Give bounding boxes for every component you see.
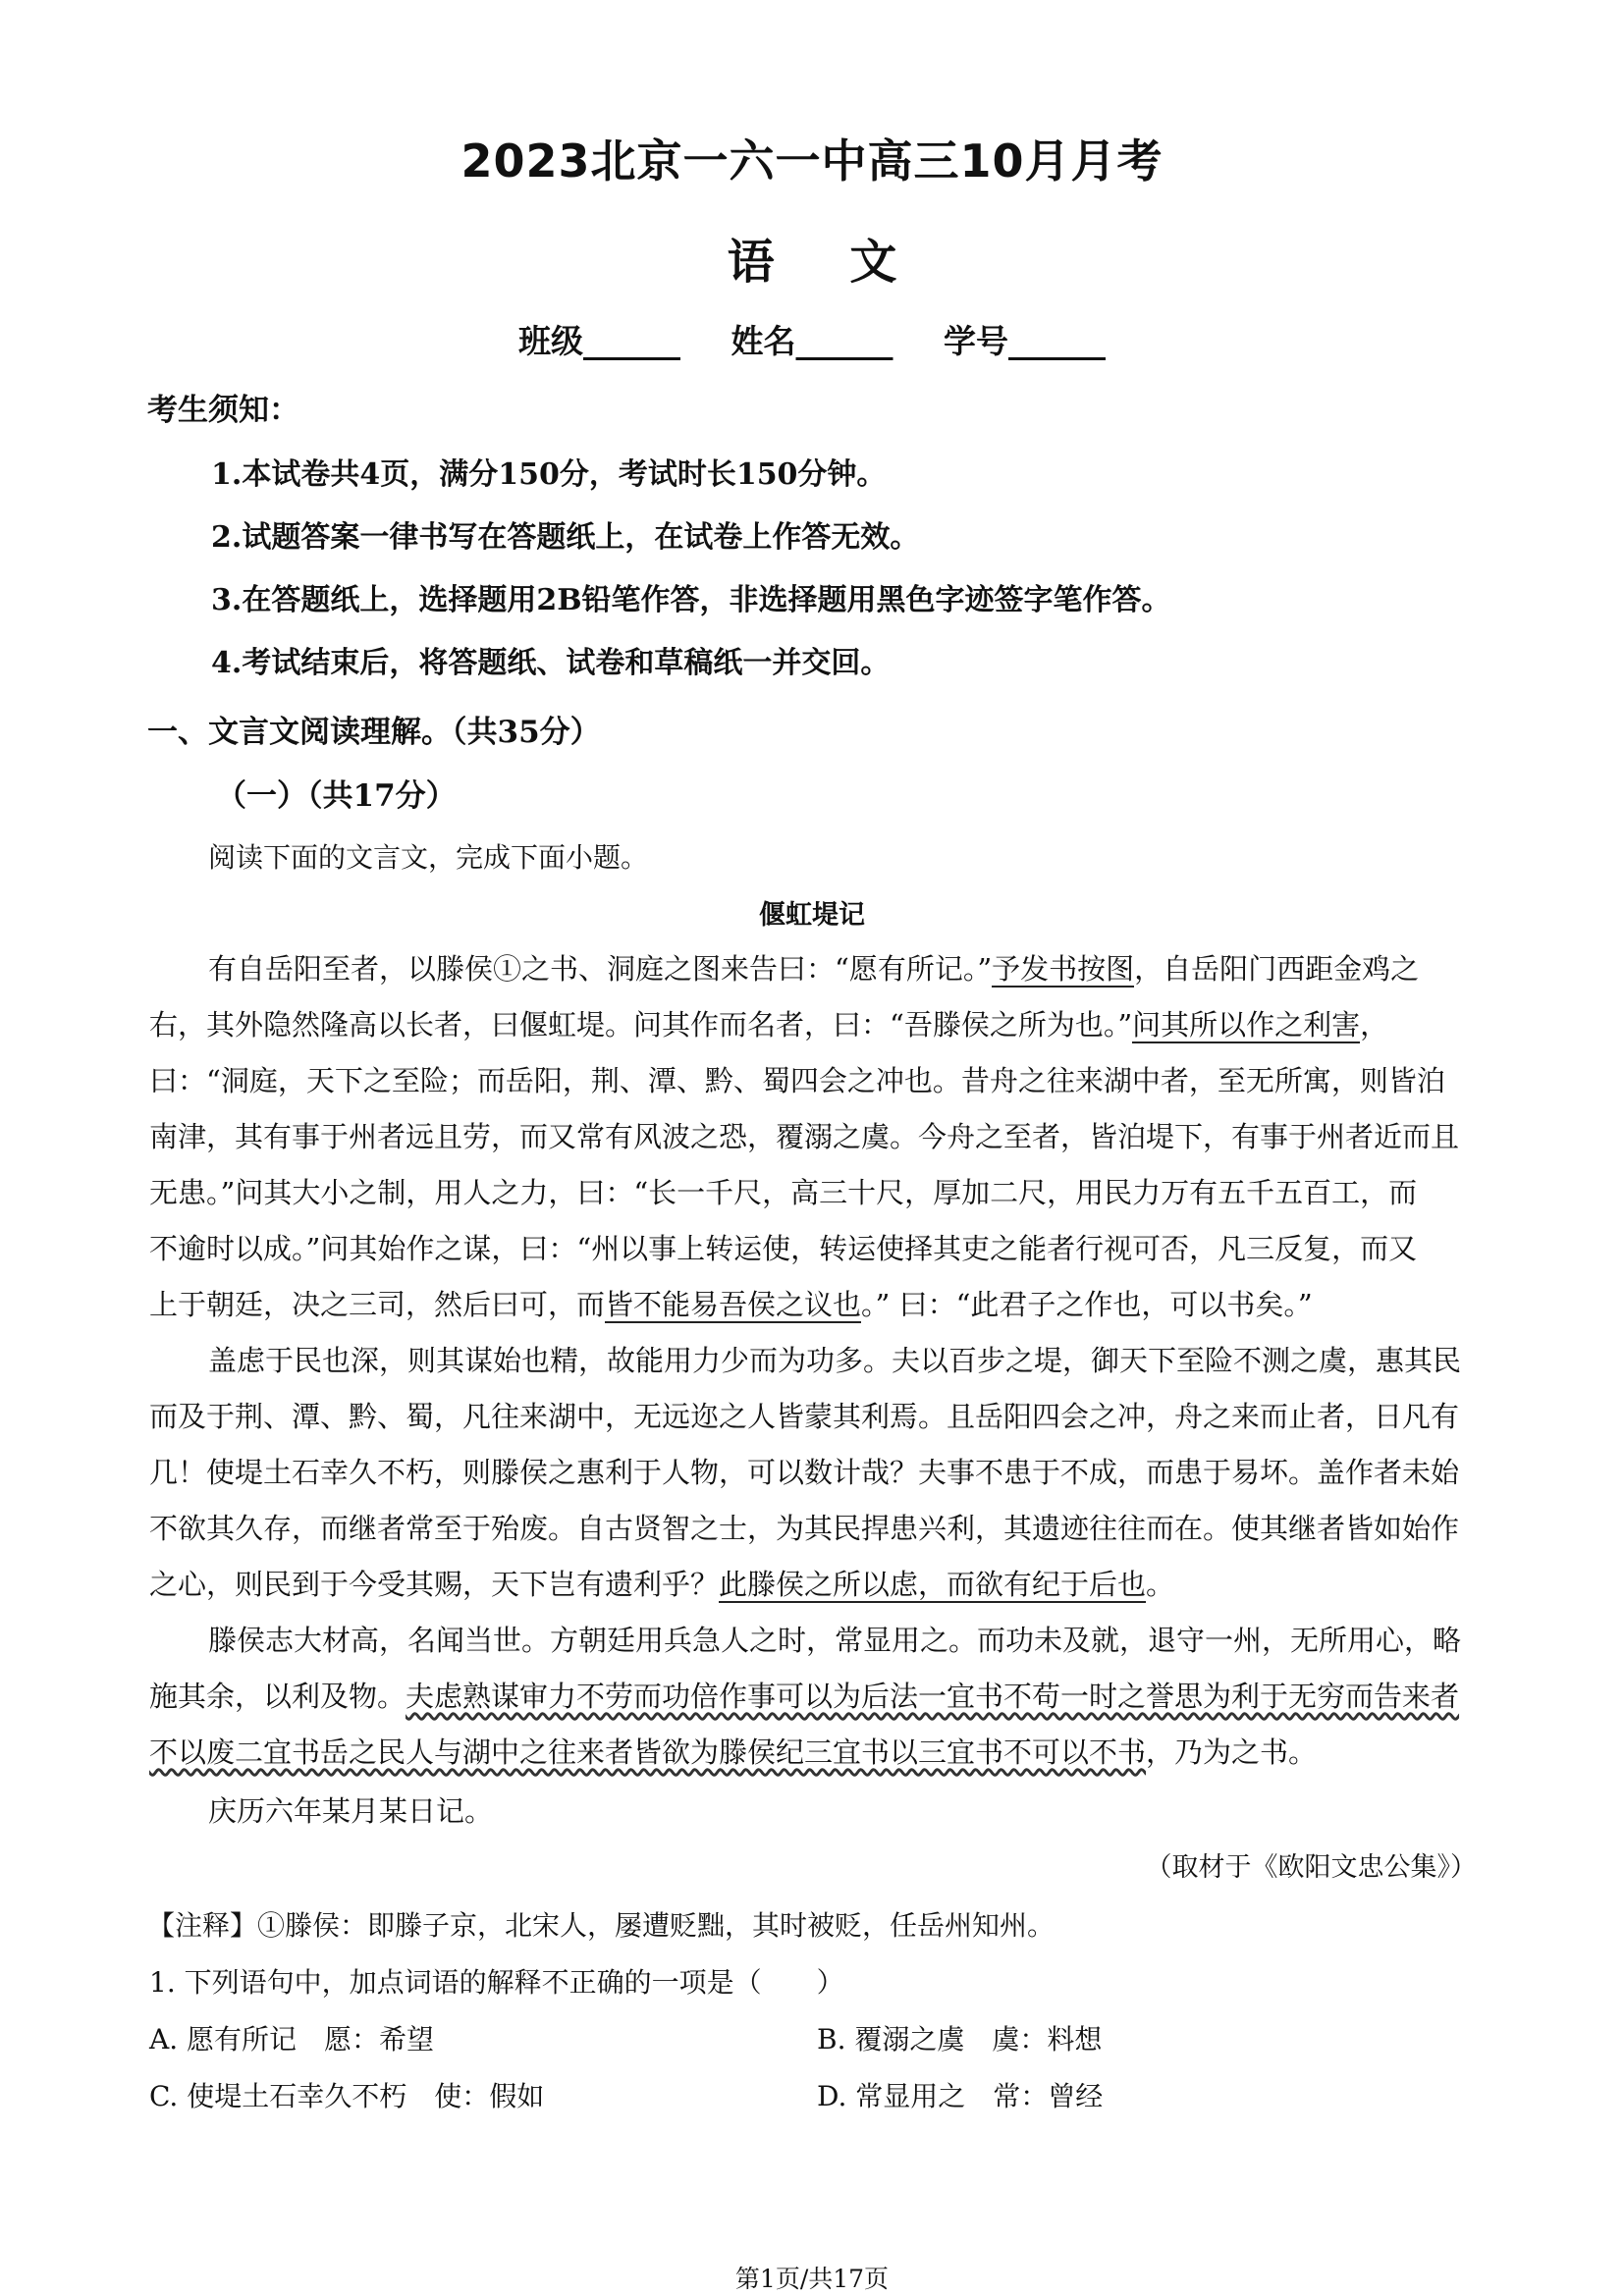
student-info-line	[0, 316, 1624, 362]
passage-line	[149, 1731, 1317, 1771]
subsection-heading: （一）（共17分）	[216, 778, 457, 814]
wavy-underlined-text: 不以废二宜书岳之民人与湖中之往来者皆欲为滕侯纪三宜书以三宜书不可以不书	[149, 1735, 1147, 1769]
passage-line: 曰：“洞庭，天下之至险；而岳阳，荆、潭、黔、蜀四会之冲也。昔舟之往来湖中者，至无所寓，则皆泊	[149, 1064, 1445, 1097]
id-label: 学号______	[944, 322, 1106, 360]
passage-date: 庆历六年某月某日记。	[208, 1794, 494, 1828]
option-d: D. 常显用之 常：曾经	[817, 2080, 1104, 2112]
text-run: 有自岳阳至者，以滕侯①之书、洞庭之图来告曰：“愿有所记。”	[208, 952, 993, 986]
passage-line	[149, 1283, 1313, 1323]
notice-heading: 考生须知：	[147, 393, 299, 428]
class-label: 班级______	[518, 322, 680, 360]
passage-source: （取材于《欧阳文忠公集》）	[1145, 1852, 1477, 1883]
page-number: 第1页/共17页	[734, 2265, 890, 2293]
passage-line	[208, 947, 1419, 988]
text-run: 。	[1146, 1568, 1175, 1601]
text-run: 上于朝廷，决之三司，然后曰可，而	[149, 1288, 606, 1321]
passage-line: 几！使堤土石幸久不朽，则滕侯之惠利于人物，可以数计哉？夫事不患于不成，而患于易坏。盖作者未始	[149, 1456, 1460, 1489]
question-stem: 1. 下列语句中，加点词语的解释不正确的一项是（ ）	[149, 1966, 844, 1999]
notice-rule: 3.在答题纸上，选择题用2B铅笔作答，非选择题用黑色字迹签字笔作答。	[211, 583, 1171, 617]
passage-line	[149, 1003, 1388, 1043]
option-b: B. 覆溺之虞 虞：料想	[817, 2023, 1103, 2056]
underlined-phrase: 皆不能易吾侯之议也	[605, 1288, 862, 1321]
text-run: 施其余，以利及物。	[149, 1680, 406, 1713]
option-c: C. 使堤土石幸久不朽 使：假如	[149, 2080, 545, 2112]
passage-line: 不欲其久存，而继者常至于殆废。自古贤智之士，为其民捍患兴利，其遗迹往往而在。使其继者皆如始作	[149, 1512, 1460, 1545]
passage-line: 而及于荆、潭、黔、蜀，凡往来湖中，无远迩之人皆蒙其利焉。且岳阳四会之冲，舟之来而止者，日凡有	[149, 1400, 1460, 1433]
wavy-underlined-text: 夫虑熟谋审力不劳而功倍作事可以为后法一宜书不苟一时之誉思为利于无穷而告来者	[406, 1680, 1460, 1713]
passage-line: 盖虑于民也深，则其谋始也精，故能用力少而为功多。夫以百步之堤，御天下至险不测之虞，惠其民	[208, 1344, 1462, 1377]
name-label: 姓名______	[731, 322, 893, 360]
underlined-phrase: 问其所以作之利害	[1132, 1008, 1361, 1041]
passage-title: 偃虹堤记	[759, 900, 865, 931]
text-run: ，	[1360, 1008, 1389, 1041]
passage-line: 无患。”问其大小之制，用人之力，曰：“长一千尺，高三十尺，厚加二尺，用民力万有五千五百工，而	[149, 1176, 1418, 1209]
text-run: 右，其外隐然隆高以长者，曰偃虹堤。问其作而名者，曰：“吾滕侯之所为也。”	[149, 1008, 1133, 1041]
underlined-phrase: 予发书按图	[992, 952, 1135, 986]
exam-title: 2023北京一六一中高三10月月考	[460, 134, 1164, 187]
passage-line	[149, 1563, 1174, 1603]
text-run: ，乃为之书。	[1146, 1735, 1318, 1769]
passage-line: 滕侯志大材高，名闻当世。方朝廷用兵急人之时，常显用之。而功未及就，退守一州，无所用心，略	[208, 1624, 1462, 1657]
passage-line: 南津，其有事于州者远且劳，而又常有风波之恐，覆溺之虞。今舟之至者，皆泊堤下，有事于州者近而且	[149, 1120, 1460, 1153]
text-run: 之心，则民到于今受其赐，天下岂有遗利乎？	[149, 1568, 720, 1601]
text-run: 。” 曰：“此君子之作也，可以书矣。”	[861, 1288, 1313, 1321]
passage-line: 不逾时以成。”问其始作之谋，曰：“州以事上转运使，转运使择其吏之能者行视可否，凡三反复，而又	[149, 1232, 1418, 1265]
notice-rule: 4.考试结束后，将答题纸、试卷和草稿纸一并交回。	[211, 646, 891, 680]
instruction-text: 阅读下面的文言文，完成下面小题。	[208, 841, 649, 874]
section-heading: 一、文言文阅读理解。（共35分）	[147, 715, 601, 750]
notice-rule: 2.试题答案一律书写在答题纸上，在试卷上作答无效。	[211, 520, 920, 555]
annotation-note: 【注释】①滕侯：即滕子京，北宋人，屡遭贬黜，其时被贬，任岳州知州。	[147, 1909, 1056, 1942]
option-a: A. 愿有所记 愿：希望	[149, 2023, 435, 2056]
subject-title: 语 文	[727, 235, 897, 290]
passage-line	[149, 1675, 1459, 1715]
underlined-phrase: 此滕侯之所以虑，而欲有纪于后也	[719, 1568, 1147, 1601]
notice-rule: 1.本试卷共4页，满分150分，考试时长150分钟。	[211, 457, 887, 492]
text-run: ，自岳阳门西距金鸡之	[1134, 952, 1420, 986]
